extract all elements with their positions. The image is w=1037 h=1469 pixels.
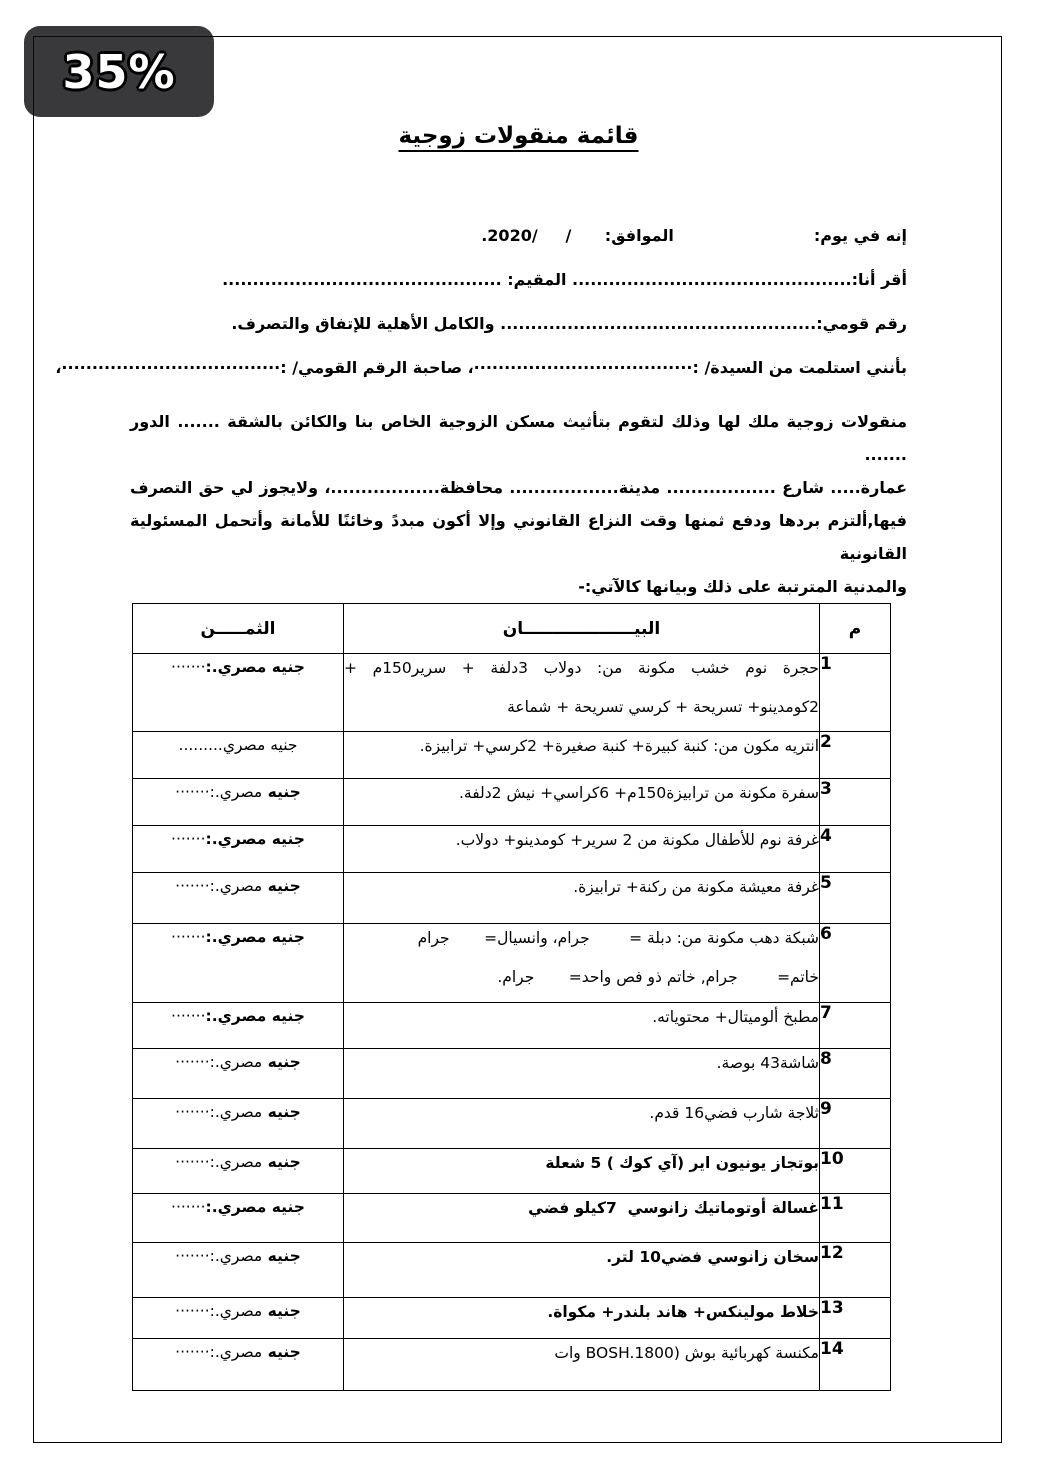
table-row bbox=[133, 779, 891, 826]
row-price bbox=[133, 1298, 344, 1339]
intro-section bbox=[55, 225, 907, 401]
price-currency: جنيه bbox=[262, 1103, 301, 1121]
price-currency: جنيه مصري.: bbox=[205, 658, 305, 676]
description-text: غسالة أوتوماتيك زانوسي 7كيلو فضي bbox=[528, 1199, 819, 1217]
body-paragraph bbox=[130, 405, 907, 603]
zoom-level-value: 35% bbox=[62, 44, 176, 99]
table-row bbox=[133, 732, 891, 779]
description-text: خلاط مولينكس+ هاند بلندر+ مكواة. bbox=[547, 1303, 819, 1321]
row-number: 12 bbox=[820, 1243, 891, 1298]
table-row bbox=[133, 1339, 891, 1391]
row-price bbox=[133, 924, 344, 1003]
price-currency: جنيه bbox=[262, 877, 301, 895]
price-dots: مصري.:······· bbox=[175, 877, 263, 895]
price-dots: مصري.:······· bbox=[175, 1103, 263, 1121]
row-price bbox=[133, 732, 344, 779]
row-price bbox=[133, 1099, 344, 1149]
row-number: 11 bbox=[820, 1194, 891, 1243]
zoom-level-badge bbox=[24, 26, 214, 117]
price-currency: جنيه مصري.: bbox=[205, 928, 305, 946]
row-description bbox=[344, 1339, 820, 1391]
row-number: 9 bbox=[820, 1099, 891, 1149]
price-currency: جنيه bbox=[262, 1343, 301, 1361]
price-currency: جنيه bbox=[262, 1053, 301, 1071]
row-number: 13 bbox=[820, 1298, 891, 1339]
price-dots: مصري.:······· bbox=[175, 1247, 263, 1265]
row-description bbox=[344, 732, 820, 779]
table-row bbox=[133, 873, 891, 924]
row-description bbox=[344, 1049, 820, 1099]
row-price bbox=[133, 1243, 344, 1298]
price-currency: جنيه مصري.: bbox=[205, 1198, 305, 1216]
description-text-2: 2كومدينو+ تسريحة + كرسي تسريحة + شماعة bbox=[507, 698, 819, 716]
row-description bbox=[344, 1243, 820, 1298]
table-row bbox=[133, 654, 891, 732]
price-dots: ······· bbox=[171, 928, 206, 946]
paragraph-line-3: فيها,ألتزم بردها ودفع ثمنها وقت النزاع القانوني وإلا أكون مبددً وخائنًا للأمانة وأتحمل المسئولية القانونية bbox=[130, 511, 907, 563]
table-row bbox=[133, 826, 891, 873]
row-description bbox=[344, 1099, 820, 1149]
price-currency: جنيه مصري.: bbox=[205, 1007, 305, 1025]
price-currency: جنيه bbox=[262, 783, 301, 801]
table-row bbox=[133, 1194, 891, 1243]
row-number: 6 bbox=[820, 924, 891, 1003]
table-row bbox=[133, 1049, 891, 1099]
description-text: حجرة نوم خشب مكونة من: دولاب 3دلفة + سرير150م + bbox=[344, 659, 820, 677]
table-row bbox=[133, 924, 891, 1003]
row-price bbox=[133, 826, 344, 873]
table-row bbox=[133, 1003, 891, 1049]
price-dots: ······· bbox=[171, 658, 206, 676]
row-number: 4 bbox=[820, 826, 891, 873]
table-row bbox=[133, 1298, 891, 1339]
price-dots: ······· bbox=[171, 1198, 206, 1216]
row-description bbox=[344, 826, 820, 873]
row-number: 5 bbox=[820, 873, 891, 924]
row-price bbox=[133, 873, 344, 924]
price-dots: ······· bbox=[171, 1007, 206, 1025]
row-description bbox=[344, 1194, 820, 1243]
national-id-line: رقم قومي:.................................................... والكامل الأهلية للإتفاق والتصرف. bbox=[231, 314, 907, 333]
price-dots: جنيه مصري......... bbox=[178, 736, 298, 754]
row-description bbox=[344, 1003, 820, 1049]
row-description bbox=[344, 654, 820, 732]
row-price bbox=[133, 1339, 344, 1391]
movables-table bbox=[132, 603, 891, 1391]
row-price bbox=[133, 654, 344, 732]
day-label: إنه في يوم: bbox=[813, 226, 907, 245]
header-index: م bbox=[820, 604, 891, 654]
row-number: 10 bbox=[820, 1149, 891, 1194]
price-dots: مصري.:······· bbox=[175, 783, 263, 801]
description-text: بوتجاز يونيون اير (آي كوك ) 5 شعلة bbox=[545, 1154, 819, 1172]
table-row bbox=[133, 1149, 891, 1194]
row-number: 14 bbox=[820, 1339, 891, 1391]
paragraph-line-2: عمارة..... شارع .................. مدينة.................. محافظة..................، ولايجوز لي حق التصرف bbox=[130, 478, 907, 497]
row-number: 3 bbox=[820, 779, 891, 826]
price-currency: جنيه bbox=[262, 1153, 301, 1171]
price-dots: مصري.:······· bbox=[175, 1053, 263, 1071]
row-number: 8 bbox=[820, 1049, 891, 1099]
description-text: ثلاجة شارب فضي16 قدم. bbox=[649, 1104, 819, 1122]
header-description: البيـــــــــــــــــــان bbox=[344, 604, 820, 654]
description-text: انتريه مكون من: كنبة كبيرة+ كنبة صغيرة+ 2كرسي+ ترابيزة. bbox=[419, 737, 819, 755]
declarer-line: أقر أنا:.............................................. المقيم: .............................................. bbox=[222, 270, 907, 289]
row-number: 7 bbox=[820, 1003, 891, 1049]
price-dots: مصري.:······· bbox=[175, 1153, 263, 1171]
table-row bbox=[133, 1243, 891, 1298]
document-page bbox=[33, 36, 1002, 1443]
paragraph-line-1: منقولات زوجية ملك لها وذلك لتقوم بتأثيث مسكن الزوجية الخاص بنا والكائن بالشقة ....... الدور ....... bbox=[130, 412, 907, 464]
date-line bbox=[130, 225, 907, 269]
description-text: سخان زانوسي فضي10 لتر. bbox=[606, 1248, 819, 1266]
row-price bbox=[133, 1003, 344, 1049]
row-price bbox=[133, 1049, 344, 1099]
price-dots: مصري.:······· bbox=[175, 1302, 263, 1320]
header-price: الثمـــــن bbox=[133, 604, 344, 654]
document-title: قائمة منقولات زوجية bbox=[398, 123, 639, 149]
row-price bbox=[133, 779, 344, 826]
description-text: مكنسة كهربائية بوش (BOSH.1800 وات bbox=[554, 1344, 819, 1362]
price-dots: ······· bbox=[171, 830, 206, 848]
description-text: شاشة43 بوصة. bbox=[716, 1054, 819, 1072]
description-text: غرفة نوم للأطفال مكونة من 2 سرير+ كومدينو+ دولاب. bbox=[455, 831, 819, 849]
received-from-line: بأنني استلمت من السيدة/ :····································، صاحبة الرقم القومي/ :····································، bbox=[55, 358, 907, 377]
price-currency: جنيه bbox=[262, 1247, 301, 1265]
table-header-row bbox=[133, 604, 891, 654]
row-price bbox=[133, 1194, 344, 1243]
row-description bbox=[344, 1149, 820, 1194]
page-content bbox=[34, 37, 1001, 1391]
price-dots: مصري.:······· bbox=[175, 1343, 263, 1361]
description-text: شبكة دهب مكونة من: دبلة = جرام، وانسيال= جرام bbox=[417, 929, 819, 947]
row-description bbox=[344, 924, 820, 1003]
row-description bbox=[344, 779, 820, 826]
row-description bbox=[344, 873, 820, 924]
price-currency: جنيه bbox=[262, 1302, 301, 1320]
description-text: مطبخ ألوميتال+ محتوياته. bbox=[652, 1008, 819, 1026]
row-number: 2 bbox=[820, 732, 891, 779]
description-text: سفرة مكونة من ترابيزة150م+ 6كراسي+ نيش 2دلفة. bbox=[458, 784, 819, 802]
paragraph-line-4: والمدنية المترتبة على ذلك وبيانها كالآتي:- bbox=[578, 577, 907, 596]
row-description bbox=[344, 1298, 820, 1339]
price-currency: جنيه مصري.: bbox=[205, 830, 305, 848]
description-text: غرفة معيشة مكونة من ركنة+ ترابيزة. bbox=[573, 878, 819, 896]
row-price bbox=[133, 1149, 344, 1194]
date-value: الموافق: / /2020. bbox=[481, 226, 674, 245]
row-number: 1 bbox=[820, 654, 891, 732]
table-row bbox=[133, 1099, 891, 1149]
description-text-2: خاتم= جرام, خاتم ذو فص واحد= جرام. bbox=[497, 968, 819, 986]
